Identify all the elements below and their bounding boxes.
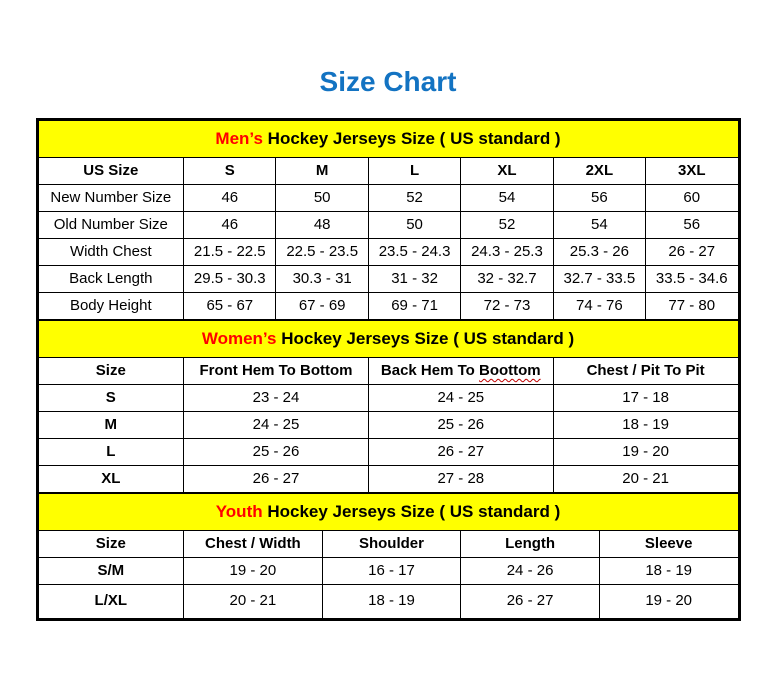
youth-size-value: 20 - 21 [184, 585, 323, 619]
mens-size-table [38, 120, 739, 320]
mens-size-value: 46 [184, 212, 276, 239]
youth-size-value: 19 - 20 [184, 558, 323, 585]
womens-table-row [38, 385, 738, 412]
youth-section-title [38, 494, 738, 531]
youth-col-size: Size [38, 531, 184, 558]
mens-col-xl: XL [461, 158, 553, 185]
youth-section-band [38, 494, 738, 531]
mens-col-3xl: 3XL [646, 158, 738, 185]
youth-section-rest: Hockey Jerseys Size ( US standard ) [262, 501, 561, 521]
mens-section-highlight: Men’s [215, 128, 263, 148]
youth-col-length: Length [461, 531, 600, 558]
youth-size-value: 26 - 27 [461, 585, 600, 619]
youth-size-value: 24 - 26 [461, 558, 600, 585]
mens-size-value: 69 - 71 [368, 293, 460, 320]
mens-row-label: New Number Size [38, 185, 184, 212]
mens-row-label: Body Height [38, 293, 184, 320]
womens-columns-row [38, 358, 738, 385]
womens-size-value: 25 - 26 [184, 439, 369, 466]
mens-size-value: 77 - 80 [646, 293, 738, 320]
youth-size-value: 19 - 20 [599, 585, 738, 619]
womens-section-title [38, 321, 738, 358]
mens-size-value: 50 [368, 212, 460, 239]
mens-size-value: 60 [646, 185, 738, 212]
womens-size-value: 18 - 19 [553, 412, 738, 439]
youth-size-value: 16 - 17 [322, 558, 461, 585]
womens-size-value: 24 - 25 [368, 385, 553, 412]
mens-size-value: 52 [368, 185, 460, 212]
youth-row-label: S/M [38, 558, 184, 585]
mens-row-label: Old Number Size [38, 212, 184, 239]
back-hem-misspelled-word: Boottom [479, 361, 541, 379]
mens-table-row [38, 239, 738, 266]
mens-size-value: 56 [553, 185, 645, 212]
womens-row-label: L [38, 439, 184, 466]
mens-section-title [38, 121, 738, 158]
womens-size-value: 25 - 26 [368, 412, 553, 439]
mens-size-value: 29.5 - 30.3 [184, 266, 276, 293]
mens-size-value: 54 [461, 185, 553, 212]
mens-size-value: 56 [646, 212, 738, 239]
mens-row-label: Width Chest [38, 239, 184, 266]
youth-columns-row [38, 531, 738, 558]
womens-size-value: 24 - 25 [184, 412, 369, 439]
mens-size-value: 50 [276, 185, 368, 212]
womens-size-value: 27 - 28 [368, 466, 553, 493]
womens-size-value: 17 - 18 [553, 385, 738, 412]
mens-table-row [38, 266, 738, 293]
mens-size-value: 23.5 - 24.3 [368, 239, 460, 266]
mens-table-row [38, 293, 738, 320]
mens-size-value: 46 [184, 185, 276, 212]
mens-size-value: 30.3 - 31 [276, 266, 368, 293]
page-title: Size Chart [319, 66, 457, 97]
mens-size-value: 72 - 73 [461, 293, 553, 320]
womens-size-value: 23 - 24 [184, 385, 369, 412]
mens-size-value: 52 [461, 212, 553, 239]
youth-col-sleeve: Sleeve [599, 531, 738, 558]
womens-col-front-hem: Front Hem To Bottom [184, 358, 369, 385]
mens-size-value: 48 [276, 212, 368, 239]
womens-section-rest: Hockey Jerseys Size ( US standard ) [276, 328, 575, 348]
womens-table-row [38, 466, 738, 493]
size-chart-container [36, 118, 741, 621]
mens-size-value: 22.5 - 23.5 [276, 239, 368, 266]
mens-size-value: 74 - 76 [553, 293, 645, 320]
back-hem-prefix: Back Hem To [380, 361, 479, 379]
youth-section-highlight: Youth [215, 501, 263, 521]
womens-row-label: S [38, 385, 184, 412]
youth-table-row [38, 558, 738, 585]
mens-table-row [38, 185, 738, 212]
mens-size-value: 32.7 - 33.5 [553, 266, 645, 293]
mens-size-value: 26 - 27 [646, 239, 738, 266]
youth-size-table [38, 493, 739, 619]
mens-col-m: M [276, 158, 368, 185]
youth-table-row [38, 585, 738, 619]
youth-col-chest-width: Chest / Width [184, 531, 323, 558]
mens-row-label: Back Length [38, 266, 184, 293]
mens-size-value: 33.5 - 34.6 [646, 266, 738, 293]
mens-size-value: 21.5 - 22.5 [184, 239, 276, 266]
womens-section-band [38, 321, 738, 358]
youth-size-value: 18 - 19 [599, 558, 738, 585]
womens-table-row [38, 439, 738, 466]
mens-size-value: 54 [553, 212, 645, 239]
mens-col-l: L [368, 158, 460, 185]
mens-col-us-size: US Size [38, 158, 184, 185]
womens-size-value: 26 - 27 [184, 466, 369, 493]
mens-columns-row [38, 158, 738, 185]
mens-col-2xl: 2XL [553, 158, 645, 185]
mens-col-s: S [184, 158, 276, 185]
mens-section-band [38, 121, 738, 158]
mens-size-value: 67 - 69 [276, 293, 368, 320]
mens-section-rest: Hockey Jerseys Size ( US standard ) [262, 128, 561, 148]
mens-size-value: 65 - 67 [184, 293, 276, 320]
womens-col-back-hem [368, 358, 553, 385]
mens-size-value: 32 - 32.7 [461, 266, 553, 293]
mens-table-row [38, 212, 738, 239]
womens-col-chest: Chest / Pit To Pit [553, 358, 738, 385]
womens-size-table [38, 320, 739, 493]
youth-row-label: L/XL [38, 585, 184, 619]
womens-section-highlight: Women’s [201, 328, 277, 348]
youth-col-shoulder: Shoulder [322, 531, 461, 558]
womens-row-label: XL [38, 466, 184, 493]
mens-size-value: 25.3 - 26 [553, 239, 645, 266]
womens-size-value: 19 - 20 [553, 439, 738, 466]
womens-row-label: M [38, 412, 184, 439]
mens-size-value: 24.3 - 25.3 [461, 239, 553, 266]
womens-size-value: 26 - 27 [368, 439, 553, 466]
womens-col-size: Size [38, 358, 184, 385]
youth-size-value: 18 - 19 [322, 585, 461, 619]
womens-size-value: 20 - 21 [553, 466, 738, 493]
womens-table-row [38, 412, 738, 439]
mens-size-value: 31 - 32 [368, 266, 460, 293]
